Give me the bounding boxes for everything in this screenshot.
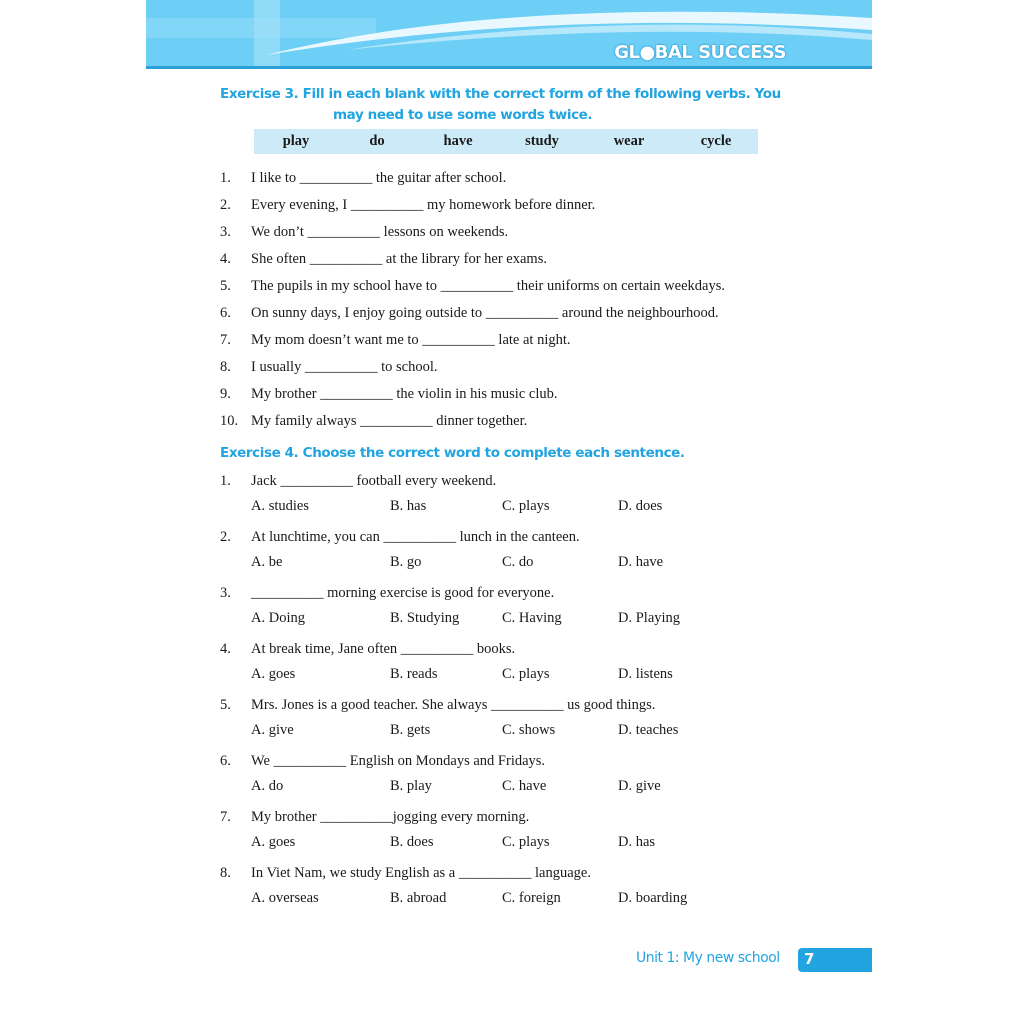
header-banner: [146, 0, 872, 66]
page-number-tab: [798, 948, 872, 972]
global-success-logo: GL●BAL SUCCESS: [614, 42, 786, 63]
exercise-4-title: Exercise 4. Choose the correct word to complete each sentence.: [220, 445, 685, 461]
option-a: A. give: [251, 722, 294, 738]
header-divider: [146, 66, 872, 69]
item-number: 8.: [220, 865, 231, 881]
word-bank-item: study: [525, 133, 559, 149]
item-number: 6.: [220, 753, 231, 769]
option-d: D. teaches: [618, 722, 679, 738]
item-number: 4.: [220, 251, 231, 267]
item-number: 9.: [220, 386, 231, 402]
item-text: __________ morning exercise is good for everyone.: [251, 585, 555, 601]
option-c: C. have: [502, 778, 547, 794]
item-number: 4.: [220, 641, 231, 657]
item-number: 5.: [220, 697, 231, 713]
word-bank-item: have: [443, 133, 473, 149]
option-a: A. goes: [251, 834, 296, 850]
item-text: Mrs. Jones is a good teacher. She always __________ us good things.: [251, 697, 656, 713]
exercise-3-title-line2: may need to use some words twice.: [333, 107, 593, 123]
option-b: B. gets: [390, 722, 431, 738]
item-number: 6.: [220, 305, 231, 321]
option-b: B. reads: [390, 666, 438, 682]
item-text: I like to __________ the guitar after school.: [251, 170, 507, 186]
item-text: At break time, Jane often __________ books.: [251, 641, 516, 657]
option-a: A. do: [251, 778, 284, 794]
option-c: C. shows: [502, 722, 556, 738]
textbook-page: [146, 0, 872, 1017]
item-number: 8.: [220, 359, 231, 375]
item-text: She often __________ at the library for her exams.: [251, 251, 547, 267]
option-a: A. be: [251, 554, 283, 570]
unit-title: Unit 1: My new school: [636, 950, 780, 966]
item-text: In Viet Nam, we study English as a __________ language.: [251, 865, 591, 881]
word-bank-item: play: [282, 133, 310, 149]
option-b: B. does: [390, 834, 434, 850]
word-bank-item: cycle: [700, 133, 732, 149]
item-number: 1.: [220, 473, 231, 489]
page-number: 7: [804, 950, 815, 968]
item-number: 5.: [220, 278, 231, 294]
item-text: I usually __________ to school.: [251, 359, 438, 375]
item-text: My brother __________ the violin in his music club.: [251, 386, 558, 402]
item-text: We __________ English on Mondays and Fridays.: [251, 753, 546, 769]
item-number: 2.: [220, 197, 231, 213]
option-c: C. foreign: [502, 890, 561, 906]
item-text: My mom doesn’t want me to __________ late at night.: [251, 332, 571, 348]
option-b: B. Studying: [390, 610, 460, 626]
option-b: B. abroad: [390, 890, 447, 906]
item-text: On sunny days, I enjoy going outside to __________ around the neighbourhood.: [251, 305, 719, 321]
option-d: D. has: [618, 834, 656, 850]
option-d: D. Playing: [618, 610, 681, 626]
option-a: A. overseas: [251, 890, 319, 906]
option-b: B. has: [390, 498, 427, 514]
option-a: A. goes: [251, 666, 296, 682]
option-b: B. play: [390, 778, 432, 794]
item-text: My brother __________jogging every morning.: [251, 809, 530, 825]
option-d: D. boarding: [618, 890, 688, 906]
option-d: D. have: [618, 554, 664, 570]
item-text: My family always __________ dinner together.: [251, 413, 528, 429]
item-number: 7.: [220, 809, 231, 825]
exercise-3-title-line1: Exercise 3. Fill in each blank with the correct form of the following verbs. You: [220, 86, 781, 102]
item-text: We don’t __________ lessons on weekends.: [251, 224, 509, 240]
option-c: C. plays: [502, 666, 550, 682]
item-text: Every evening, I __________ my homework before dinner.: [251, 197, 596, 213]
item-text: Jack __________ football every weekend.: [251, 473, 497, 489]
item-number: 10.: [220, 413, 239, 429]
item-number: 3.: [220, 585, 231, 601]
item-number: 2.: [220, 529, 231, 545]
item-text: The pupils in my school have to __________ their uniforms on certain weekdays.: [251, 278, 725, 294]
word-bank-item: wear: [613, 133, 645, 149]
word-bank-item: do: [369, 133, 385, 149]
item-number: 3.: [220, 224, 231, 240]
option-d: D. give: [618, 778, 661, 794]
option-b: B. go: [390, 554, 422, 570]
word-bank: [254, 129, 758, 154]
item-text: At lunchtime, you can __________ lunch in the canteen.: [251, 529, 580, 545]
option-c: C. plays: [502, 498, 550, 514]
item-number: 7.: [220, 332, 231, 348]
option-d: D. does: [618, 498, 663, 514]
option-c: C. plays: [502, 834, 550, 850]
option-a: A. Doing: [251, 610, 305, 626]
option-d: D. listens: [618, 666, 673, 682]
item-number: 1.: [220, 170, 231, 186]
option-a: A. studies: [251, 498, 309, 514]
option-c: C. do: [502, 554, 534, 570]
option-c: C. Having: [502, 610, 562, 626]
